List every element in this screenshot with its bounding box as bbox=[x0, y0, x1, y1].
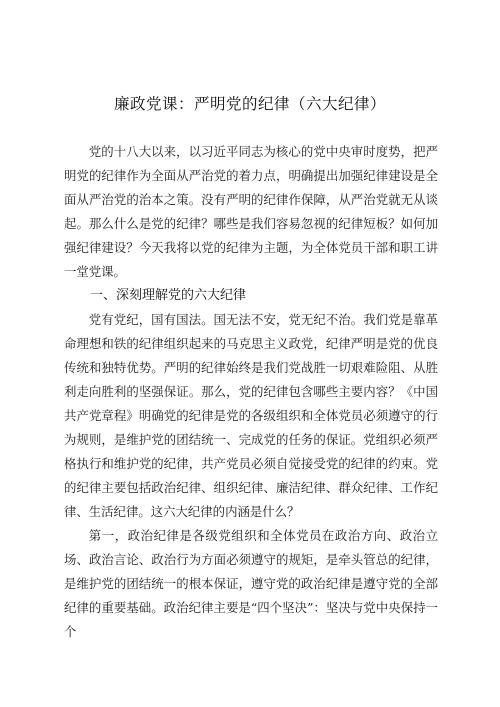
document-title: 廉政党课：严明党的纪律（六大纪律） bbox=[113, 95, 386, 113]
body-paragraph-political-discipline: 第一，政治纪律是各级党组织和全体党员在政治方向、政治立场、政治言论、政治行为方面必须遵守的规矩，是牵头管总的纪律，是维护党的团结统一的根本保证，遵守党的政治纪律是遵守党的全部纪律的重要基础。政治纪律主要是“四个坚决”：坚决与党中央保持一个 bbox=[64, 528, 438, 639]
document-body bbox=[64, 140, 438, 644]
intro-paragraph: 党的十八大以来，以习近平同志为核心的党中央审时度势，把严明党的纪律作为全面从严治党的着力点，明确提出加强纪律建设是全面从严治党的治本之策。没有严明的纪律作保障，从严治党就无从谈起。那么什么是党的纪律？哪些是我们容易忽视的纪律短板？如何加强纪律建设？今天我将以党的纪律为主题，为全体党员干部和职工讲一堂党课。 bbox=[64, 144, 438, 279]
section-heading: 一、深刻理解党的六大纪律 bbox=[90, 288, 247, 303]
body-paragraph: 党有党纪，国有国法。国无法不安，党无纪不治。我们党是靠革命理想和铁的纪律组织起来的马克思主义政党，纪律严明是党的优良传统和独特优势。严明的纪律始终是我们党战胜一切艰难险阻、从胜利走向胜利的坚强保证。那么，党的纪律包含哪些主要内容？《中国共产党章程》明确党的纪律是党的各级组织和全体党员必须遵守的行为规则，是维护党的团结统一、完成党的任务的保证。党组织必须严格执行和维护党的纪律，共产党员必须自觉接受党的纪律的约束。党的纪律主要包括政治纪律、组织纪律、廉洁纪律、群众纪律、工作纪律、生活纪律。这六大纪律的内涵是什么？ bbox=[64, 312, 438, 519]
